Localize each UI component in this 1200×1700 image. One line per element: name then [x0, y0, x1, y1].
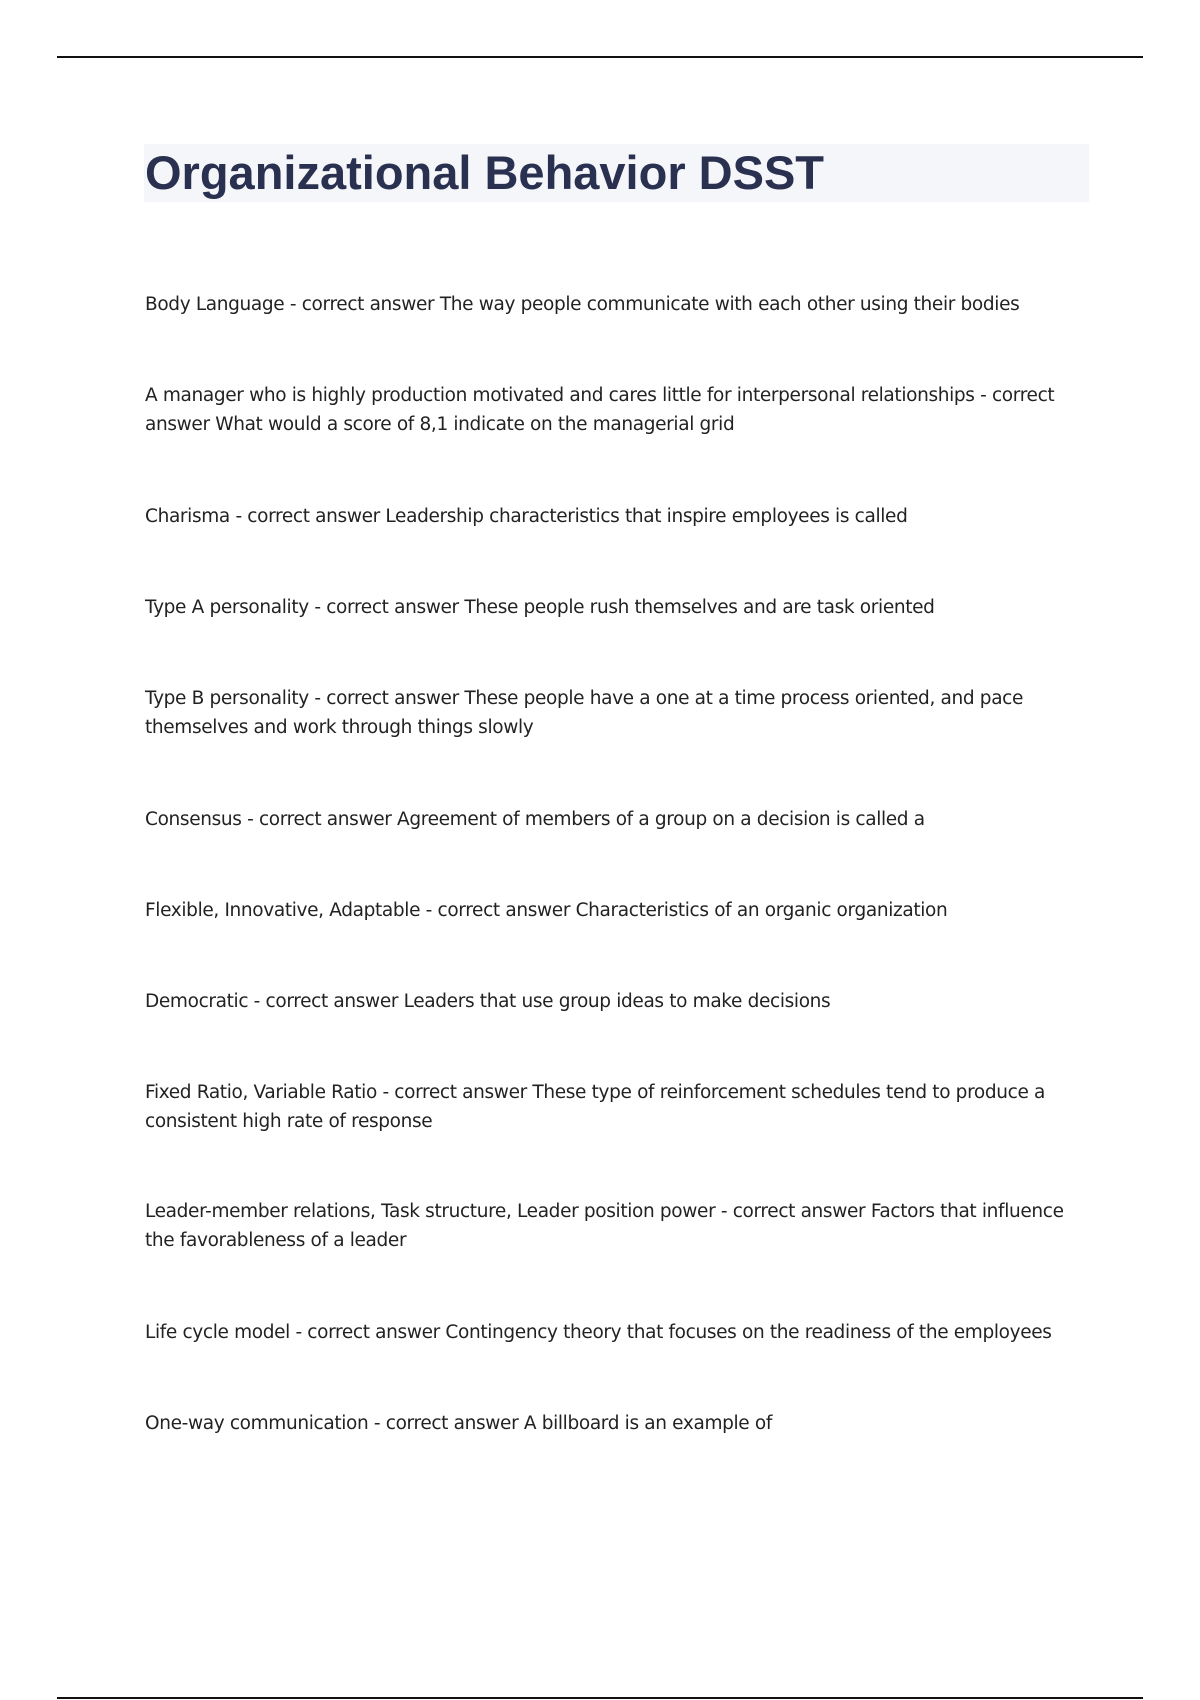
flashcard-entry: Leader-member relations, Task structure, Leader position power - correct answer Factors that influence the favorableness of a leader — [145, 1201, 1064, 1251]
flashcard-entry: Type A personality - correct answer These people rush themselves and are task oriented — [145, 597, 935, 618]
flashcard-entry: One-way communication - correct answer A billboard is an example of — [145, 1413, 772, 1434]
flashcard-entry: A manager who is highly production motivated and cares little for interpersonal relationships - correct answer What would a score of 8,1 indicate on the managerial grid — [145, 385, 1055, 435]
flashcard-entry: Life cycle model - correct answer Contingency theory that focuses on the readiness of the employees — [145, 1322, 1052, 1343]
page-title: Organizational Behavior DSST — [145, 146, 825, 199]
flashcard-entry: Consensus - correct answer Agreement of members of a group on a decision is called a — [145, 809, 925, 830]
flashcard-entry: Democratic - correct answer Leaders that use group ideas to make decisions — [145, 991, 831, 1012]
flashcard-entry: Fixed Ratio, Variable Ratio - correct answer These type of reinforcement schedules tend to produce a consistent high rate of response — [145, 1082, 1046, 1132]
flashcard-entry: Flexible, Innovative, Adaptable - correct answer Characteristics of an organic organization — [145, 900, 948, 921]
flashcard-entry: Type B personality - correct answer These people have a one at a time process oriented, and pace themselves and work through things slowly — [145, 688, 1024, 738]
flashcard-entry: Body Language - correct answer The way people communicate with each other using their bodies — [145, 294, 1020, 315]
header-rule — [57, 56, 1143, 58]
flashcard-entry: Charisma - correct answer Leadership characteristics that inspire employees is called — [145, 506, 908, 527]
footer-rule — [57, 1697, 1143, 1699]
